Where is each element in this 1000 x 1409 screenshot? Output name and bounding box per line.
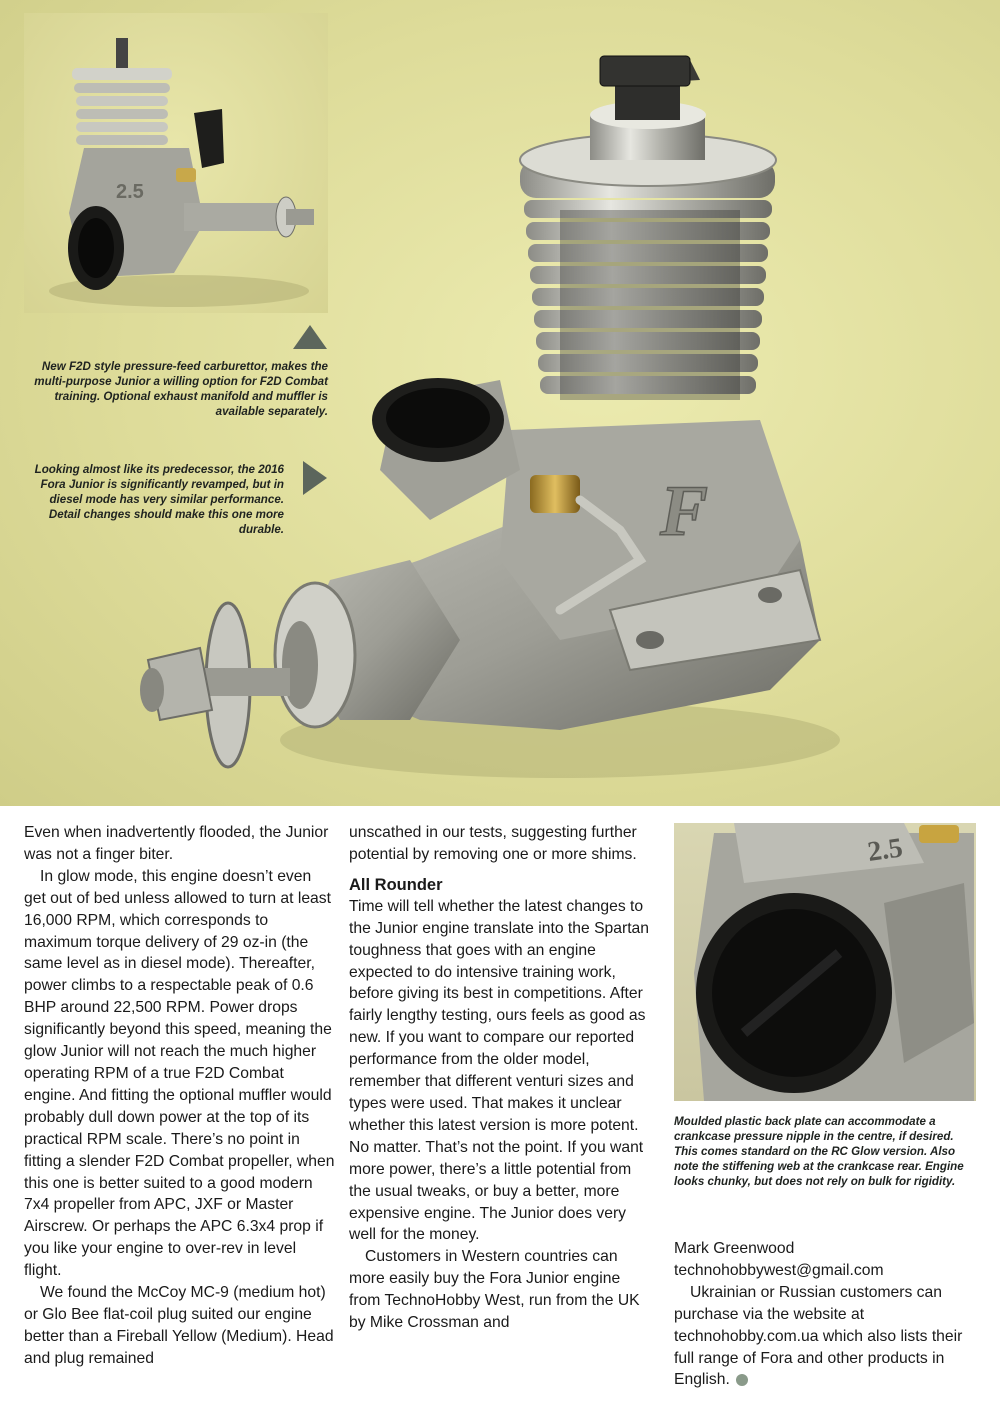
closing-paragraph-text: Ukrainian or Russian customers can purchase via the website at technohobby.com.ua which also lists their full range of Fora and other products in English.	[674, 1283, 963, 1389]
article-column-3	[674, 1238, 976, 1391]
end-mark-icon	[736, 1374, 748, 1386]
article-column-1	[24, 822, 336, 1370]
inset-displacement-mark: 2.5	[116, 181, 144, 203]
caption-back-plate: Moulded plastic back plate can accommodate a crankcase pressure nipple in the centre, if desired. This comes standard on the RC Glow version. Also note the stiffening web at the crankcase rear. Engine looks chunky, but does not rely on bulk for rigidity.	[674, 1115, 964, 1188]
article-paragraph	[674, 1282, 976, 1392]
article-paragraph: In glow mode, this engine doesn’t even get out of bed unless allowed to turn at least 16,000 RPM, which corresponds to maximum torque delivery of 29 oz-in (the same level as in diesel mode). Thereafter, power climbs to a respectable peak of 0.6 BHP around 22,500 RPM. Power drops significantly beyond this speed, meaning the glow Junior will not reach the much higher operating RPM of a true F2D Combat engine. And fitting the optional muffler would probably dull down power at the top of its practical RPM scale. There’s no point in fitting a slender F2D Combat propeller, when this one is better suited to a good modern 7x4 propeller from APC, JXF or Master Airscrew. Or perhaps the APC 6.3x4 prop if you like your engine to over-rev in level flight.	[24, 867, 335, 1280]
article-paragraph: Time will tell whether the latest changes to the Junior engine translate into the Spartan toughness that goes with an engine expected to do intensive training work, before giving its best in competitions. After fairly lengthy testing, ours feels as good as new. If you want to compare our reported performance from the older model, remember that different venturi sizes and types were used. That makes it unclear whether this latest version is more potent. No matter. That’s not the point. If you want more power, there’s a little potential from the usual tweaks, or buy a better, more expensive engine. The Junior does very well for the money.	[349, 897, 650, 1244]
inset-engine-illustration	[24, 13, 328, 313]
contact-email: technohobbywest@gmail.com	[674, 1261, 884, 1279]
contact-name: Mark Greenwood	[674, 1240, 795, 1257]
caption-pointer-right-icon	[303, 461, 327, 495]
article-paragraph: Customers in Western countries can more easily buy the Fora Junior engine from TechnoHobby West, run from the UK by Mike Crossman and	[349, 1248, 640, 1332]
caption-predecessor: Looking almost like its predecessor, the 2016 Fora Junior is significantly revamped, but in diesel mode has very similar performance. Detail changes should make this one more durable.	[34, 463, 284, 536]
inset-photo-back-plate	[674, 823, 976, 1101]
caption-pointer-up-icon	[293, 325, 327, 349]
article-paragraph: Even when inadvertently flooded, the Junior was not a finger biter.	[24, 824, 329, 863]
inset-photo-carburettor	[24, 13, 328, 313]
caption-carburettor: New F2D style pressure-feed carburettor, makes the multi-purpose Junior a willing option for F2D Combat training. Optional exhaust manifold and muffler is available separately.	[34, 360, 328, 418]
article-column-2	[349, 822, 649, 1334]
back-plate-illustration	[674, 823, 976, 1101]
crankcase-f-mark: F	[660, 471, 709, 551]
back-plate-displacement-mark: 2.5	[865, 832, 905, 868]
section-heading: All Rounder	[349, 875, 443, 894]
article-paragraph: unscathed in our tests, suggesting further potential by removing one or more shims.	[349, 824, 637, 863]
article-paragraph: We found the McCoy MC-9 (medium hot) or Glo Bee flat-coil plug suited our engine better than a Fireball Yellow (Medium). Head and plug remained	[24, 1284, 334, 1367]
